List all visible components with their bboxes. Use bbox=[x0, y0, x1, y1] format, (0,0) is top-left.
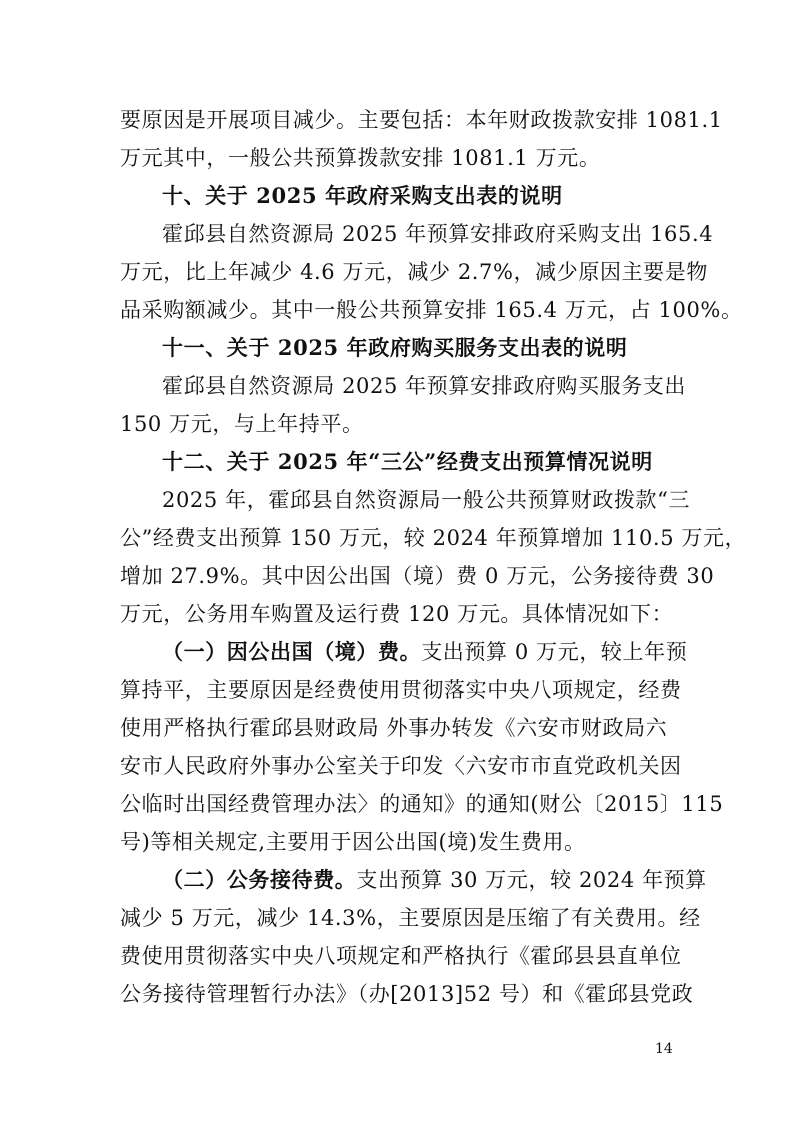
section-heading: 十二、关于 2025 年“三公”经费支出预算情况说明 bbox=[162, 449, 653, 474]
text-line: 万元，公务用车购置及运行费 120 万元。具体情况如下： bbox=[120, 602, 674, 626]
text-line: 算持平，主要原因是经费使用贯彻落实中央八项规定，经费 bbox=[120, 678, 682, 702]
section-heading: 十一、关于 2025 年政府购买服务支出表的说明 bbox=[162, 335, 628, 360]
text-line: 要原因是开展项目减少。主要包括：本年财政拨款安排 1081.1 bbox=[120, 108, 723, 132]
text-line: 使用严格执行霍邱县财政局 外事办转发《六安市财政局六 bbox=[120, 716, 668, 740]
text-line: 品采购额减少。其中一般公共预算安排 165.4 万元，占 100%。 bbox=[120, 298, 743, 322]
text-line: 公务接待管理暂行办法》（办[2013]52 号）和《霍邱县党政 bbox=[120, 982, 694, 1006]
text-line: 增加 27.9%。其中因公出国（境）费 0 万元，公务接待费 30 bbox=[120, 564, 715, 588]
text-line: 号)等相关规定,主要用于因公出国(境)发生费用。 bbox=[120, 830, 586, 854]
subsection-text: 支出预算 30 万元，较 2024 年预算 bbox=[356, 868, 707, 892]
text-line: 公”经费支出预算 150 万元，较 2024 年预算增加 110.5 万元， bbox=[120, 526, 747, 550]
subsection-title: （二）公务接待费。 bbox=[162, 867, 357, 892]
subsection-title: （一）因公出国（境）费。 bbox=[162, 639, 422, 664]
text-line: 费使用贯彻落实中央八项规定和严格执行《霍邱县县直单位 bbox=[120, 944, 682, 968]
text-line: 减少 5 万元，减少 14.3%，主要原因是压缩了有关费用。经 bbox=[120, 906, 701, 930]
text-line: 150 万元，与上年持平。 bbox=[120, 412, 364, 436]
text-line: 安市人民政府外事办公室关于印发〈六安市市直党政机关因 bbox=[120, 754, 682, 778]
section-heading: 十、关于 2025 年政府采购支出表的说明 bbox=[162, 183, 563, 208]
text-line: 2025 年，霍邱县自然资源局一般公共预算财政拨款“三 bbox=[162, 488, 691, 512]
text-line: 万元其中，一般公共预算拨款安排 1081.1 万元。 bbox=[120, 146, 601, 170]
text-line: 公临时出国经费管理办法〉的通知》的通知(财公〔2015〕115 bbox=[120, 792, 724, 816]
subsection-text: 支出预算 0 万元，较上年预 bbox=[421, 640, 688, 664]
text-line: 霍邱县自然资源局 2025 年预算安排政府购买服务支出 bbox=[162, 374, 686, 398]
text-line: 万元，比上年减少 4.6 万元，减少 2.7%，减少原因主要是物 bbox=[120, 260, 708, 284]
subsection-line bbox=[162, 864, 707, 896]
text-line: 霍邱县自然资源局 2025 年预算安排政府采购支出 165.4 bbox=[162, 222, 714, 246]
page-number: 14 bbox=[655, 1041, 673, 1057]
subsection-line bbox=[162, 636, 688, 668]
